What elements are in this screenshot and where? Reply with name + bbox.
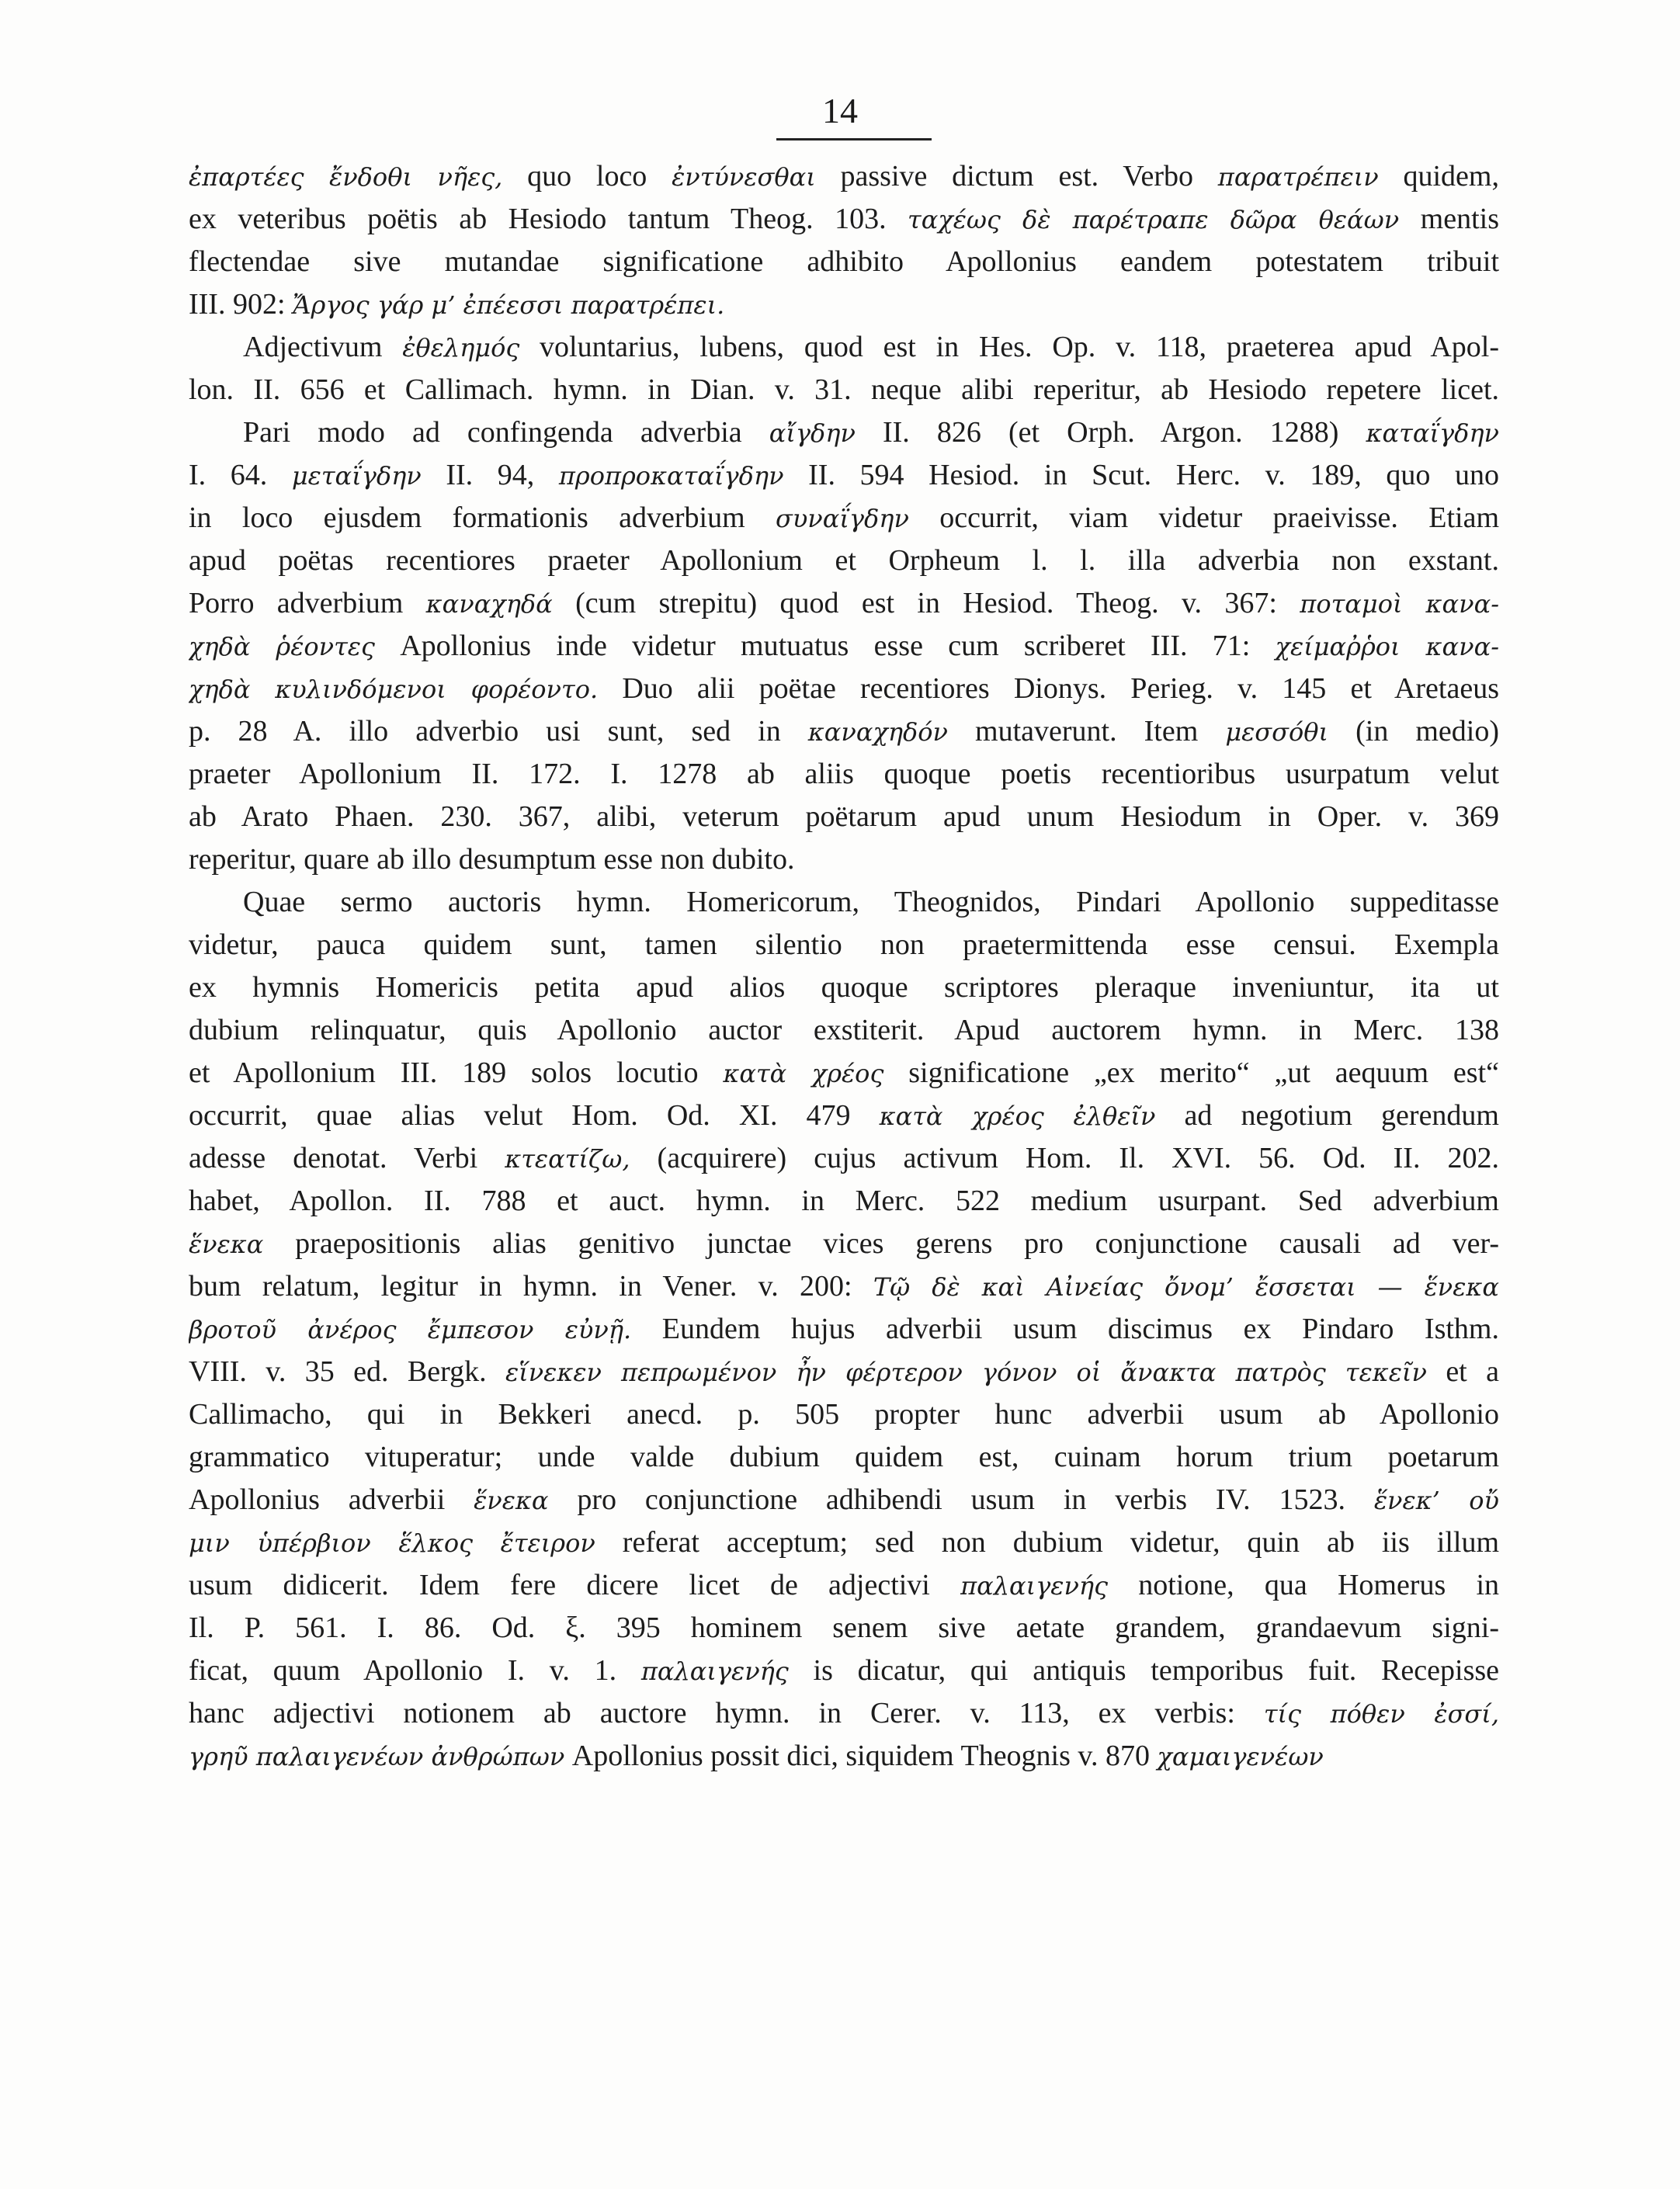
latin-text: bum relatum, legitur in hymn. in Vener. v. 200:: [189, 1270, 873, 1303]
latin-text: passive dictum est. Verbo: [815, 160, 1218, 193]
text-line: [189, 155, 1499, 198]
text-line: [189, 924, 1499, 966]
latin-text: grammatico vituperatur; unde valde dubium quidem est, cuinam horum trium poetarum: [189, 1441, 1499, 1473]
greek-text: χείμαῤῥοι κανα-: [1275, 632, 1499, 661]
text-line: [189, 1607, 1499, 1650]
latin-text: significatione „ex merito“ „ut aequum est“: [883, 1056, 1499, 1089]
latin-text: occurrit, quae alias velut Hom. Od. XI. 479: [189, 1099, 880, 1132]
greek-text: αἴγδην: [769, 418, 856, 448]
greek-text: συναΐγδην: [775, 504, 909, 533]
greek-text: καναχηδόν: [807, 717, 948, 747]
greek-text: χηδὰ κυλινδόμενοι φορέοντο.: [189, 675, 599, 704]
latin-text: ab Arato Phaen. 230. 367, alibi, veterum poëtarum apud unum Hesiodum in Oper. v. 369: [189, 800, 1499, 833]
text-line: [189, 753, 1499, 796]
latin-text: VIII. v. 35 ed. Bergk.: [189, 1355, 505, 1388]
greek-text: παλαιγενής: [960, 1571, 1108, 1601]
greek-text: καναχηδά: [425, 589, 553, 619]
latin-text: lon. II. 656 et Callimach. hymn. in Dian. v. 31. neque alibi reperitur, ab Hesiodo repetere licet.: [189, 373, 1499, 406]
latin-text: ficat, quum Apollonio I. v. 1.: [189, 1654, 641, 1687]
greek-text: παρατρέπειν: [1217, 162, 1379, 192]
latin-text: reperitur, quare ab illo desumptum esse non dubito.: [189, 843, 795, 876]
text-line: [189, 1137, 1499, 1180]
greek-text: καταΐγδην: [1366, 418, 1499, 448]
text-line: [189, 1052, 1499, 1094]
latin-text: pro conjunctione adhibendi usum in verbis IV. 1523.: [548, 1483, 1374, 1516]
latin-text: videtur, pauca quidem sunt, tamen silentio non praetermittenda esse censui. Exempla: [189, 928, 1499, 961]
latin-text: usum didicerit. Idem fere dicere licet de adjectivi: [189, 1569, 961, 1601]
greek-text: ἐθελημός: [402, 333, 520, 363]
greek-text: Τῷ δὲ καὶ Αἰνείας ὄνομ’ ἔσσεται — ἕνεκα: [873, 1272, 1499, 1302]
latin-text: Porro adverbium: [189, 587, 426, 619]
latin-text: praeter Apollonium II. 172. I. 1278 ab aliis quoque poetis recentioribus usurpatum velut: [189, 758, 1499, 790]
latin-text: Apollonius possit dici, siquidem Theognis v. 870: [564, 1740, 1158, 1772]
text-line: [189, 454, 1499, 497]
latin-text: p. 28 A. illo adverbio usi sunt, sed in: [189, 715, 808, 748]
greek-text: Ἄργος γάρ μ’ ἐπέεσσι παρατρέπει.: [293, 290, 725, 320]
text-line: [189, 369, 1499, 411]
text-line: [189, 497, 1499, 539]
greek-text: βροτοῦ ἀνέρος ἔμπεσον εὐνῇ.: [189, 1315, 632, 1344]
greek-text: ἕνεκ’ οὔ: [1373, 1486, 1499, 1515]
greek-text: μεσσόθι: [1225, 717, 1329, 747]
text-line: [189, 1650, 1499, 1692]
latin-text: Callimacho, qui in Bekkeri anecd. p. 505 propter hunc adverbii usum ab Apollonio: [189, 1398, 1499, 1431]
latin-text: flectendae sive mutandae significatione adhibito Apollonius eandem potestatem tribuit: [189, 245, 1499, 278]
latin-text: mentis: [1399, 203, 1499, 235]
latin-text: quidem,: [1378, 160, 1499, 193]
latin-text: occurrit, viam videtur praeivisse. Etiam: [908, 501, 1499, 534]
latin-text: ex veteribus poëtis ab Hesiodo tantum Theog. 103.: [189, 203, 908, 235]
text-line: [189, 1521, 1499, 1564]
greek-text: ποταμοὶ κανα-: [1300, 589, 1499, 619]
latin-text: quo loco: [502, 160, 672, 193]
text-line: [189, 582, 1499, 625]
text-line: [189, 326, 1499, 369]
latin-text: Adjectivum: [243, 331, 403, 363]
body-text: [189, 155, 1499, 1778]
latin-text: praepositionis alias genitivo junctae vices gerens pro conjunctione causali ad ver-: [263, 1227, 1499, 1260]
latin-text: II. 594 Hesiod. in Scut. Herc. v. 189, quo uno: [783, 459, 1499, 491]
greek-text: μεταΐγδην: [291, 461, 422, 491]
latin-text: Pari modo ad confingenda adverbia: [243, 416, 769, 449]
page-number: 14: [822, 91, 858, 130]
latin-text: II. 826 (et Orph. Argon. 1288): [855, 416, 1366, 449]
text-line: [189, 1180, 1499, 1223]
text-line: [189, 1308, 1499, 1351]
text-line: [189, 539, 1499, 582]
text-line: [189, 668, 1499, 710]
latin-text: dubium relinquatur, quis Apollonio auctor exstiterit. Apud auctorem hymn. in Merc. 138: [189, 1014, 1499, 1046]
latin-text: Duo alii poëtae recentiores Dionys. Perieg. v. 145 et Aretaeus: [598, 672, 1499, 705]
latin-text: Il. P. 561. I. 86. Od. ξ. 395 hominem senem sive aetate grandem, grandaevum signi-: [189, 1611, 1499, 1644]
text-line: [189, 838, 1499, 881]
greek-text: παλαιγενής: [640, 1656, 789, 1686]
latin-text: (cum strepitu) quod est in Hesiod. Theog. v. 367:: [552, 587, 1300, 619]
latin-text: et a: [1426, 1355, 1499, 1388]
latin-text: Eundem hujus adverbii usum discimus ex Pindaro Isthm.: [631, 1313, 1499, 1345]
latin-text: hanc adjectivi notionem ab auctore hymn. in Cerer. v. 113, ex verbis:: [189, 1697, 1264, 1729]
latin-text: in loco ejusdem formationis adverbium: [189, 501, 776, 534]
greek-text: μιν ὑπέρβιον ἕλκος ἔτειρον: [189, 1528, 595, 1558]
greek-text: ἐντύνεσθαι: [672, 162, 816, 192]
latin-text: Apollonius inde videtur mutuatus esse cum scriberet III. 71:: [374, 630, 1276, 662]
latin-text: I. 64.: [189, 459, 292, 491]
text-line: [189, 283, 1499, 326]
greek-text: κτεατίζω,: [505, 1144, 630, 1174]
text-line: [189, 1735, 1499, 1778]
latin-text: adesse denotat. Verbi: [189, 1142, 505, 1174]
latin-text: notione, qua Homerus in: [1108, 1569, 1499, 1601]
greek-text: ἐπαρτέες ἔνδοθι νῆες,: [189, 162, 503, 192]
latin-text: referat acceptum; sed non dubium videtur, quin ab iis illum: [595, 1526, 1499, 1559]
text-line: [189, 625, 1499, 668]
greek-text: προπροκαταΐγδην: [558, 461, 784, 491]
latin-text: Quae sermo auctoris hymn. Homericorum, Theognidos, Pindari Apollonio suppeditasse: [243, 886, 1499, 918]
greek-text: γρηῦ παλαιγενέων ἀνθρώπων: [189, 1742, 565, 1771]
text-line: [189, 1479, 1499, 1521]
text-line: [189, 1351, 1499, 1393]
latin-text: (acquirere) cujus activum Hom. Il. XVI. 56. Od. II. 202.: [630, 1142, 1499, 1174]
greek-text: χαμαιγενέων: [1157, 1742, 1324, 1771]
text-line: [189, 1009, 1499, 1052]
page-number-underline: [776, 138, 932, 140]
text-line: [189, 796, 1499, 838]
greek-text: χηδὰ ῥέοντες: [189, 632, 375, 661]
text-line: [189, 1094, 1499, 1137]
text-line: [189, 1564, 1499, 1607]
latin-text: ad negotium gerendum: [1155, 1099, 1499, 1132]
text-line: [189, 1223, 1499, 1265]
latin-text: mutaverunt. Item: [947, 715, 1226, 748]
latin-text: apud poëtas recentiores praeter Apollonium et Orpheum l. l. illa adverbia non exstant.: [189, 544, 1499, 577]
text-line: [189, 1436, 1499, 1479]
greek-text: κατὰ χρέος: [723, 1059, 884, 1088]
latin-text: (in medio): [1328, 715, 1499, 748]
text-line: [189, 710, 1499, 753]
latin-text: III. 902:: [189, 288, 293, 321]
latin-text: is dicatur, qui antiquis temporibus fuit. Recepisse: [788, 1654, 1499, 1687]
text-line: [189, 966, 1499, 1009]
greek-text: ἕνεκα: [189, 1230, 264, 1259]
text-line: [189, 198, 1499, 241]
greek-text: κατὰ χρέος ἐλθεῖν: [879, 1101, 1156, 1131]
latin-text: ex hymnis Homericis petita apud alios quoque scriptores pleraque inveniuntur, ita ut: [189, 971, 1499, 1004]
latin-text: habet, Apollon. II. 788 et auct. hymn. in Merc. 522 medium usurpant. Sed adverbium: [189, 1185, 1499, 1217]
latin-text: voluntarius, lubens, quod est in Hes. Op. v. 118, praeterea apud Apol-: [519, 331, 1499, 363]
greek-text: εἵνεκεν πεπρωμένον ἦν φέρτερον γόνον οἱ ἄνακτα πατρὸς τεκεῖν: [505, 1358, 1427, 1387]
greek-text: ταχέως δὲ παρέτραπε δῶρα θεάων: [908, 205, 1400, 234]
text-line: [189, 881, 1499, 924]
text-line: [189, 411, 1499, 454]
latin-text: Apollonius adverbii: [189, 1483, 474, 1516]
text-line: [189, 241, 1499, 283]
greek-text: ἕνεκα: [474, 1486, 549, 1515]
text-line: [189, 1692, 1499, 1735]
latin-text: et Apollonium III. 189 solos locutio: [189, 1056, 724, 1089]
text-line: [189, 1265, 1499, 1308]
latin-text: II. 94,: [421, 459, 559, 491]
greek-text: τίς πόθεν ἐσσί,: [1263, 1699, 1499, 1729]
text-line: [189, 1393, 1499, 1436]
